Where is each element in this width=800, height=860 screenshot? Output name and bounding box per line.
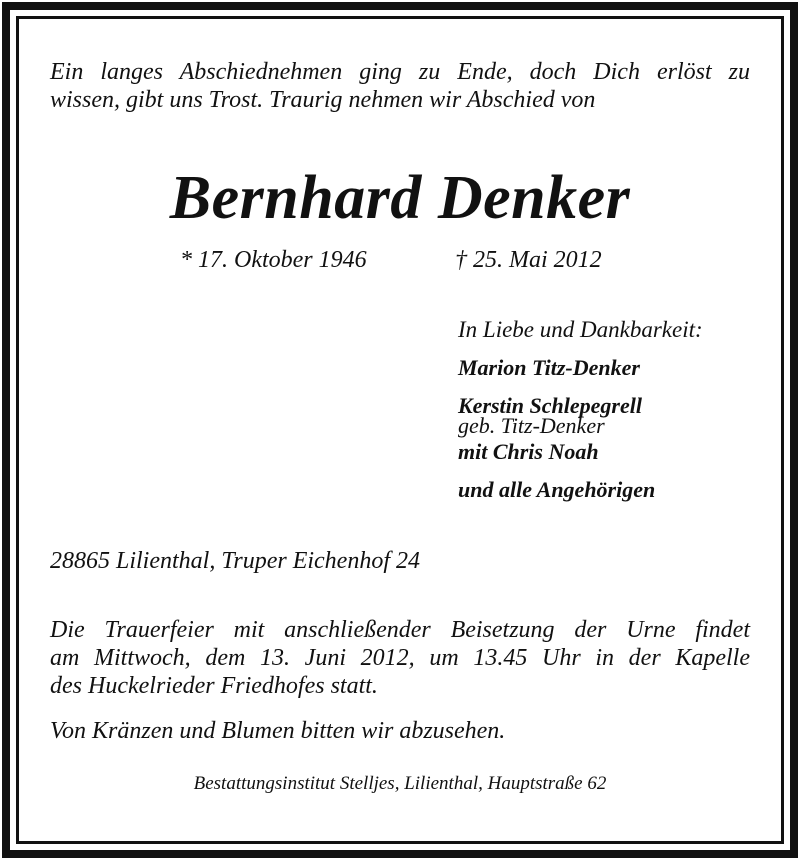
birth-date: * 17. Oktober 1946 [180, 247, 367, 273]
family-address: 28865 Lilienthal, Truper Eichenhof 24 [50, 548, 420, 574]
intro-line-1: Ein langes Abschiednehmen ging zu Ende, doch Dich erlöst zu [50, 59, 750, 85]
ceremony-line-3: des Huckelrieder Friedhofes statt. [50, 673, 378, 699]
mourner-name: mit Chris Noah [458, 439, 599, 464]
ceremony-text [50, 616, 750, 700]
flowers-request: Von Kränzen und Blumen bitten wir abzusehen. [50, 718, 506, 744]
mourners-label: In Liebe und Dankbarkeit: [458, 317, 703, 342]
deceased-name: Bernhard Denker [169, 164, 631, 232]
intro-line-2: wissen, gibt uns Trost. Traurig nehmen wir Abschied von [50, 87, 596, 113]
mourner-name: Kerstin Schlepegrell [458, 393, 642, 418]
ceremony-line-1: Die Trauerfeier mit anschließender Beisetzung der Urne findet [50, 617, 750, 643]
mourner-maiden-name: geb. Titz-Denker [458, 413, 605, 438]
funeral-home: Bestattungsinstitut Stelljes, Lilienthal, Hauptstraße 62 [193, 773, 607, 794]
intro-text [50, 58, 750, 114]
death-date: † 25. Mai 2012 [455, 247, 602, 273]
mourners-block [458, 315, 778, 505]
mourner-name: Marion Titz-Denker [458, 355, 640, 380]
mourners-others: und alle Angehörigen [458, 477, 656, 502]
ceremony-line-2: am Mittwoch, dem 13. Juni 2012, um 13.45 Uhr in der Kapelle [50, 645, 750, 671]
